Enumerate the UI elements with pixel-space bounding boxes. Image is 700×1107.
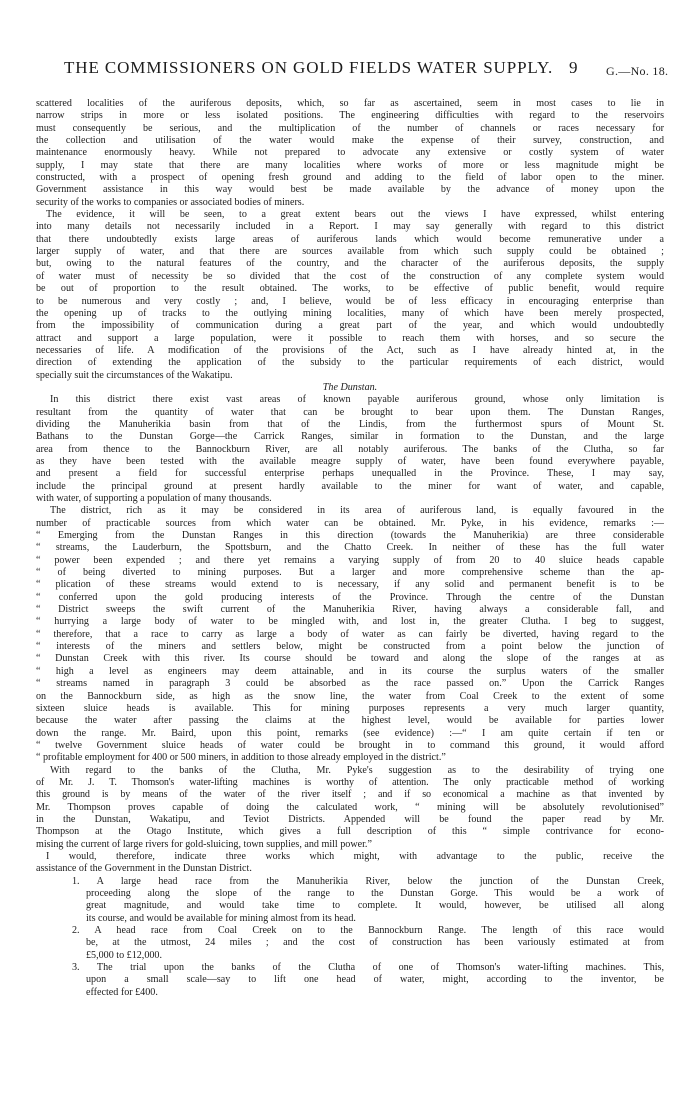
text-line: Bathans to the Dunstan Gorge—the Carrick Ranges, similar in formation to the Dunstan, and the large xyxy=(36,431,664,443)
text-line: “ power been expended ; and there yet remains a varying supply of from 20 to 40 sluice heads capable xyxy=(36,554,664,566)
text-line: “ District sweeps the swift current of the Manuherikia River, having always a considerable fall, and xyxy=(36,604,664,616)
text-line: with water, of supporting a population of many thousands. xyxy=(36,493,272,504)
text-line: “ plication of these streams would extend to is necessary, if any solid and permanent benefit is to be xyxy=(36,579,664,591)
text-line: specially suit the circumstances of the Wakatipu. xyxy=(36,369,233,381)
text-line: the opening up of tracks to the outlying mining localities, many of which have been merely prospected, xyxy=(36,307,664,319)
text-line: resultant from the quantity of water that can be brought to bear upon them. The Dunstan Ranges, xyxy=(36,406,664,418)
text-line: must consequently be serious, and the multiplication of the number of channels or races necessary for xyxy=(36,122,664,134)
text-line: great magnitude, and would take time to complete. It would, however, be utilised all along xyxy=(86,900,664,912)
text-line: The district, rich as it may be considered in its area of auriferous land, is equally favoured in the xyxy=(50,505,664,517)
text-line: narrow strips in more or less isolated positions. The engineering difficulties with regard to the reservoirs xyxy=(36,110,664,122)
text-line: “ interests of the miners and settlers below, might be constructed from a point below the junction of xyxy=(36,641,664,653)
text-line: I would, therefore, indicate three works which might, with advantage to the public, receive the xyxy=(46,850,664,862)
text-line: “ twelve Government sluice heads of water could be brought in to command this ground, it would afford xyxy=(36,739,664,751)
list-item: 1. A large head race from the Manuherikia River, below the junction of the Dunstan Creek, xyxy=(72,875,664,887)
page-number: 9 xyxy=(569,58,578,77)
text-line: its course, and would be available for mining almost from its head. xyxy=(86,912,356,924)
running-header xyxy=(36,58,682,82)
text-line: that there undoubtedly exists large areas of auriferous lands which would become remunerative under a xyxy=(36,233,664,245)
text-line: £5,000 to £12,000. xyxy=(86,949,162,961)
text-line: attract and support a large population, were it possible to reach them with horses, and so secure the xyxy=(36,332,664,344)
list-item: 2. A head race from Coal Creek on to the Bannockburn Range. The length of this race would xyxy=(72,925,664,937)
document-reference: G.—No. 18. xyxy=(606,64,669,78)
text-line: effected for £400. xyxy=(86,986,158,998)
text-line: “ therefore, that a race to carry as large a body of water as can fairly be diverted, having regard to the xyxy=(36,628,664,640)
text-line: Government assistance in this way would best be made available by the advance of money upon the xyxy=(36,184,664,196)
text-line: Mr. Thompson proves capable of doing the calculated work, “ mining will be absolutely revolutionised” xyxy=(36,801,664,813)
text-line: With regard to the banks of the Clutha, Mr. Pyke's suggestion as to the desirability of trying one xyxy=(50,764,664,776)
text-line: from the impossibility of communication during a great part of the year, and which would undoubtedly xyxy=(36,320,664,332)
text-line: down the range. Mr. Baird, upon this point, remarks (see evidence) :—“ I am quite certain if ten or xyxy=(36,727,664,739)
header-title: THE COMMISSIONERS ON GOLD FIELDS WATER SUPPLY. xyxy=(64,58,554,77)
text-line: dividing the Manuherikia basin from that of the Lindis, from the furthermost spurs of Mount St. xyxy=(36,418,664,430)
text-line: scattered localities of the auriferous deposits, which, so far as ascertained, seem in most cases to lie in xyxy=(36,98,664,109)
section-heading: The Dunstan. xyxy=(322,381,378,393)
text-line: the collection and utilisation of the water would make the expense of their survey, construction, and xyxy=(36,135,664,147)
text-line: “ high a level as engineers may deem attainable, and in its course the surplus waters of the smaller xyxy=(36,665,664,677)
body-text xyxy=(36,98,664,999)
text-line: be, at the utmost, 24 miles ; and the cost of construction has been variously estimated at from xyxy=(86,937,664,949)
text-line: upon a small scale—say to lift one head of water, might, according to the inventor, be xyxy=(86,974,664,986)
text-line: “ profitable employment for 400 or 500 miners, in addition to those already employed in the district.” xyxy=(36,752,446,764)
text-line: to be numerous and very costly ; and, I believe, would be of less efficacy in encouraging enterprise than xyxy=(36,295,664,307)
text-line: on the Bannockburn side, as high as the snow line, the water from Coal Creek to the extent of some xyxy=(36,690,664,702)
text-line: Thompson at the Otago Institute, which gives a full description of this “ simple contrivance for econo- xyxy=(36,826,664,838)
text-line: because the water after passing the claims at the highest level, would be available for parties lower xyxy=(36,715,664,727)
text-line: area from thence to the Bannockburn River, are all notably auriferous. The banks of the Clutha, so far xyxy=(36,443,664,455)
text-line: The evidence, it will be seen, to a great extent bears out the views I have expressed, whilst entering xyxy=(46,209,664,221)
text-line: supply, I may state that there are many localities where works of more or less magnitude might be xyxy=(36,159,664,171)
text-line: “ streams named in paragraph 3 could be absorbed as the race passed on.” Upon the Carrick Ranges xyxy=(36,678,664,690)
text-line: “ Emerging from the Dunstan Ranges in this direction (towards the Manuherikia) are three considerable xyxy=(36,530,664,542)
text-line: “ hurrying a large body of water to be mingled with, and lost in, the greater Clutha. I beg to suggest, xyxy=(36,616,664,628)
text-line: mising the current of large rivers for gold-sluicing, town supplies, and mill power.” xyxy=(36,838,372,850)
text-line: “ conferred upon the gold producing interests of the Province. Through the centre of the Dunstan xyxy=(36,591,664,603)
text-line: necessaries of life. A modification of the provisions of the Act, such as I have already hinted at, in the xyxy=(36,344,664,356)
text-line: “ Dunstan Creek with this river. Its course should be toward and along the slope of the ranges at as xyxy=(36,653,664,665)
text-line: larger supply of water, and that there are sources available from which such supply could be obtained ; xyxy=(36,246,664,258)
text-line: In this district there exist vast areas of known payable auriferous ground, whose only limitation is xyxy=(50,394,664,406)
text-line: in the Dunstan, Wakatipu, and Teviot Districts. Appended will be found the paper read by Mr. xyxy=(36,813,664,825)
text-line: and present a field for successful enterprise perhaps unequalled in the Province. These, I may say, xyxy=(36,468,664,480)
text-line: maintenance enormously heavy. While not prepared to advocate any extensive or costly system of water xyxy=(36,147,664,159)
text-line: number of practicable sources from which water can be obtained. Mr. Pyke, in his evidence, remarks :— xyxy=(36,517,664,529)
text-line: as they have been tested with the available meagre supply of water, have been found everywhere payable, xyxy=(36,455,664,467)
text-line: be out of proportion to the result obtained. The works, to be effective of public benefit, would require xyxy=(36,283,664,295)
text-line: assistance of the Government in the Dunstan District. xyxy=(36,863,252,875)
text-line: security of the works to companies or associated bodies of miners. xyxy=(36,196,305,208)
text-line: into many details not necessarily included in a Report. I may say generally with regard to this district xyxy=(36,221,664,233)
list-item: 3. The trial upon the banks of the Clutha of one of Thomson's water-lifting machines. This, xyxy=(72,962,664,974)
text-line: of Mr. J. T. Thomson's water-lifting machines is worthy of attention. The only practicable method of working xyxy=(36,776,664,788)
text-line: this ground is by means of the water of the river itself ; and if so economical a machine as that invented by xyxy=(36,789,664,801)
text-line: “ streams, the Lauderburn, the Spottsburn, and the Chatto Creek. In neither of these has the full water xyxy=(36,542,664,554)
text-line: “ of being diverted to mining purposes. But a larger and more comprehensive scheme than the ap- xyxy=(36,567,664,579)
text-line: of water must of necessity be so divided that the cost of the construction of any complete system would xyxy=(36,270,664,282)
text-line: but, owing to the natural features of the country, and the character of the auriferous deposits, the supply xyxy=(36,258,664,270)
text-line: direction of extending the application of the subsidy to the particular requirements of each district, would xyxy=(36,357,664,369)
text-line: sixteen sluice heads is available. This for mining purposes represents a very much larger quantity, xyxy=(36,702,664,714)
text-line: proceeding along the slope of the range to the Dunstan Gorge. This would be a work of xyxy=(86,888,664,899)
text-line: include the principal ground at present hardly available to the miner for want of water, and capable, xyxy=(36,480,664,492)
text-line: constructed, with a prospect of opening fresh ground and adding to the field of labor open to the miner. xyxy=(36,172,664,184)
